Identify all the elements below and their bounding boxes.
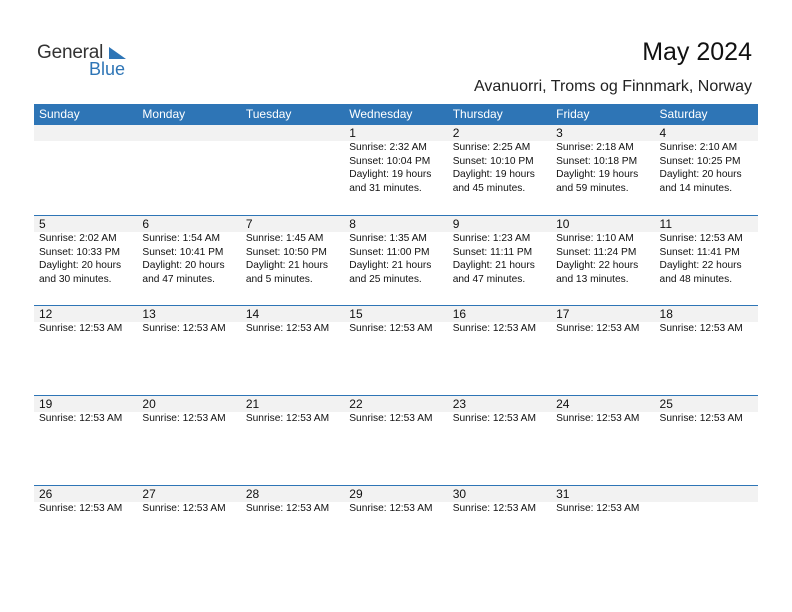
day-cell	[448, 486, 551, 516]
day-number: 15	[349, 307, 363, 321]
day-cell	[551, 216, 654, 286]
sun-info-line: Sunrise: 12:53 AM	[142, 413, 226, 424]
sun-info-line: Sunset: 10:10 PM	[452, 155, 534, 167]
day-cell	[655, 396, 758, 426]
sun-info-line: Sunrise: 1:10 AM	[556, 233, 634, 244]
day-number: 27	[142, 487, 156, 501]
day-cell	[344, 125, 447, 195]
day-cell	[241, 396, 344, 426]
sun-info-line: Sunrise: 12:53 AM	[556, 503, 640, 514]
sun-info-line: Sunrise: 2:32 AM	[349, 142, 427, 153]
sun-info-line: Sunrise: 12:53 AM	[556, 413, 640, 424]
sun-info-line: and 45 minutes.	[452, 182, 526, 194]
day-number: 2	[452, 126, 460, 140]
calendar-week-row	[34, 485, 758, 575]
sun-info-line: Daylight: 19 hours	[349, 169, 432, 180]
day-cell	[448, 216, 551, 286]
sun-info-line: Sunrise: 12:53 AM	[659, 323, 743, 334]
day-cell	[448, 396, 551, 426]
weekday-header-sunday: Sunday	[39, 107, 80, 121]
day-cell	[551, 306, 654, 336]
sun-info-line: and 31 minutes.	[349, 182, 422, 194]
sun-info-line: Sunset: 10:04 PM	[349, 155, 431, 167]
logo-blue-text: Blue	[89, 59, 126, 79]
day-number: 26	[39, 487, 53, 501]
day-cell	[34, 216, 137, 286]
sun-info-line: and 13 minutes.	[556, 273, 629, 285]
sun-info-line: Sunrise: 12:53 AM	[349, 323, 433, 334]
weekday-header-tuesday: Tuesday	[245, 107, 292, 121]
sun-info-line: Sunset: 11:00 PM	[349, 246, 430, 258]
location-subtitle: Avanuorri, Troms og Finnmark, Norway	[473, 78, 752, 95]
day-number: 8	[349, 217, 356, 231]
sun-info-line: and 47 minutes.	[142, 273, 215, 285]
weekday-header-row	[34, 104, 758, 125]
weekday-header-thursday: Thursday	[452, 107, 503, 121]
sun-info-line: Sunrise: 1:54 AM	[142, 233, 221, 244]
sun-info-line: Sunset: 10:18 PM	[556, 155, 638, 167]
sun-info-line: Sunrise: 12:53 AM	[245, 413, 330, 424]
day-cell	[448, 306, 551, 336]
day-number: 10	[556, 217, 570, 231]
day-cell	[34, 486, 137, 516]
day-number: 12	[39, 307, 53, 321]
day-cell	[137, 306, 240, 336]
sun-info-line: and 48 minutes.	[659, 273, 733, 285]
day-number: 25	[659, 397, 673, 411]
sun-info-line: Daylight: 22 hours	[659, 260, 742, 271]
day-number: 17	[556, 307, 570, 321]
day-cell	[241, 216, 344, 286]
day-cell	[344, 486, 447, 516]
day-cell	[34, 306, 137, 336]
sun-info-line: Sunrise: 12:53 AM	[349, 413, 433, 424]
sun-info-line: Sunrise: 2:18 AM	[556, 142, 634, 153]
day-number: 14	[245, 307, 260, 321]
day-cell	[448, 125, 551, 195]
calendar-week-row	[34, 305, 758, 395]
sun-info-line: Daylight: 21 hours	[452, 260, 535, 271]
sun-info-line: Sunrise: 2:10 AM	[659, 142, 738, 153]
sun-info-line: Daylight: 20 hours	[142, 260, 225, 271]
sun-info-line: Sunrise: 12:53 AM	[39, 503, 123, 514]
day-number: 28	[245, 487, 260, 501]
day-cell	[137, 486, 240, 516]
weekday-header-wednesday: Wednesday	[349, 107, 413, 121]
day-cell	[551, 486, 654, 516]
generalblue-logo	[37, 42, 147, 82]
sun-info-line: and 14 minutes.	[659, 182, 733, 194]
day-cell	[241, 486, 344, 516]
sun-info-line: Daylight: 20 hours	[659, 169, 742, 180]
day-cell	[137, 216, 240, 286]
sun-info-line: and 47 minutes.	[452, 273, 526, 285]
sun-info-line: Sunrise: 2:25 AM	[452, 142, 531, 153]
day-number: 18	[659, 307, 673, 321]
sun-info-line: Sunrise: 12:53 AM	[245, 503, 330, 514]
sun-info-line: Sunset: 11:11 PM	[452, 246, 533, 258]
sun-info-line: and 25 minutes.	[349, 273, 422, 285]
sun-info-line: Sunrise: 12:53 AM	[245, 323, 330, 334]
day-number: 1	[349, 126, 356, 140]
day-number: 6	[142, 217, 150, 231]
empty-day-cell	[137, 125, 240, 195]
day-cell	[655, 125, 758, 195]
calendar-weeks	[34, 125, 758, 575]
day-number: 11	[659, 217, 672, 231]
day-number: 13	[142, 307, 156, 321]
sun-info-line: Sunrise: 12:53 AM	[452, 413, 536, 424]
day-cell	[551, 125, 654, 195]
day-number: 21	[245, 397, 260, 411]
day-cell	[344, 306, 447, 336]
day-number: 19	[39, 397, 53, 411]
day-cell	[551, 396, 654, 426]
page-title: May 2024	[642, 38, 752, 66]
sun-info-line: Daylight: 21 hours	[349, 260, 432, 271]
day-number: 23	[452, 397, 467, 411]
day-number: 20	[142, 397, 156, 411]
day-number: 29	[349, 487, 363, 501]
day-number: 31	[556, 487, 570, 501]
sun-info-line: Sunset: 10:25 PM	[659, 155, 741, 167]
sun-info-line: Sunset: 11:41 PM	[659, 246, 740, 258]
day-cell	[655, 216, 758, 286]
sun-info-line: Sunset: 10:41 PM	[142, 246, 224, 258]
day-number: 30	[452, 487, 467, 501]
sun-info-line: Daylight: 22 hours	[556, 260, 639, 271]
day-number: 3	[556, 126, 563, 140]
calendar-week-row	[34, 215, 758, 305]
day-number: 7	[245, 217, 253, 231]
calendar-grid	[34, 104, 758, 575]
weekday-header-saturday: Saturday	[659, 107, 708, 121]
sun-info-line: Sunrise: 12:53 AM	[349, 503, 433, 514]
day-cell	[344, 396, 447, 426]
sun-info-line: Sunrise: 12:53 AM	[452, 503, 536, 514]
day-number: 22	[349, 397, 363, 411]
sun-info-line: Sunrise: 1:45 AM	[245, 233, 324, 244]
day-number: 16	[452, 307, 467, 321]
day-cell	[241, 306, 344, 336]
empty-day-cell	[655, 486, 758, 516]
weekday-header-monday: Monday	[142, 107, 186, 121]
calendar-week-row	[34, 395, 758, 485]
sun-info-line: Sunset: 10:50 PM	[245, 246, 327, 258]
day-cell	[34, 396, 137, 426]
sun-info-line: Sunrise: 12:53 AM	[659, 413, 743, 424]
sun-info-line: Sunset: 10:33 PM	[39, 246, 120, 258]
day-number: 4	[659, 126, 667, 140]
sun-info-line: Daylight: 19 hours	[556, 169, 639, 180]
sun-info-line: Sunrise: 2:02 AM	[39, 233, 117, 244]
sun-info-line: Sunrise: 12:53 AM	[142, 323, 226, 334]
day-number: 5	[39, 217, 46, 231]
sun-info-line: Sunrise: 12:53 AM	[659, 233, 743, 244]
sun-info-line: Daylight: 21 hours	[245, 260, 328, 271]
sun-info-line: Sunrise: 12:53 AM	[142, 503, 226, 514]
weekday-header-friday: Friday	[556, 107, 590, 121]
sun-info-line: Sunrise: 12:53 AM	[452, 323, 536, 334]
logo-general-text: General	[37, 42, 104, 63]
sun-info-line: and 59 minutes.	[556, 182, 629, 194]
day-number: 9	[452, 217, 460, 231]
sun-info-line: Sunrise: 12:53 AM	[556, 323, 640, 334]
day-cell	[344, 216, 447, 286]
calendar-week-row	[34, 125, 758, 215]
sun-info-line: Sunset: 11:24 PM	[556, 246, 637, 258]
sun-info-line: Sunrise: 12:53 AM	[39, 413, 123, 424]
sun-info-line: and 30 minutes.	[39, 273, 112, 285]
sun-info-line: Daylight: 19 hours	[452, 169, 535, 180]
sun-info-line: Daylight: 20 hours	[39, 260, 122, 271]
sun-info-line: Sunrise: 12:53 AM	[39, 323, 123, 334]
day-cell	[137, 396, 240, 426]
sun-info-line: and 5 minutes.	[245, 273, 313, 285]
sun-info-line: Sunrise: 1:23 AM	[452, 233, 531, 244]
sun-info-line: Sunrise: 1:35 AM	[349, 233, 427, 244]
empty-day-cell	[34, 125, 137, 195]
day-cell	[655, 306, 758, 336]
day-number: 24	[556, 397, 570, 411]
empty-day-cell	[241, 125, 344, 195]
